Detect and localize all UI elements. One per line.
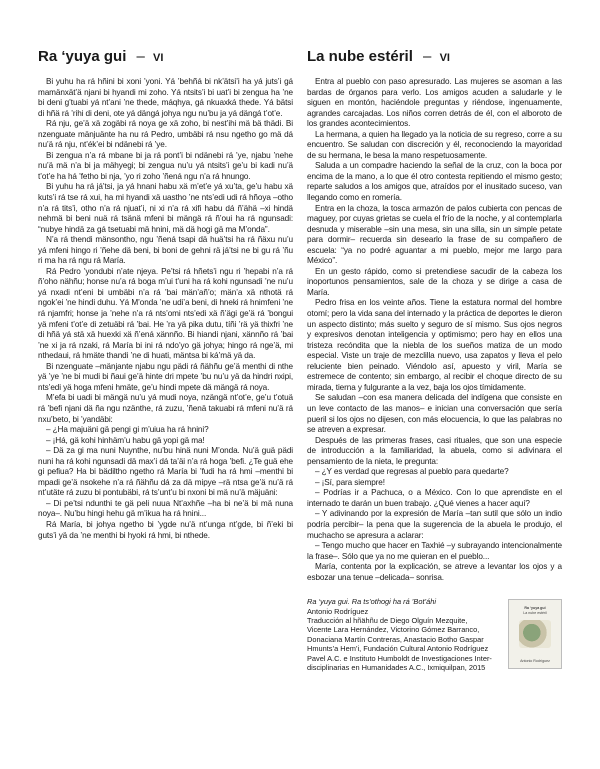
right-title: [307, 48, 562, 67]
left-title-dash: –: [136, 48, 145, 65]
left-title-text: Ra ‘yuya gui: [38, 48, 127, 65]
left-paragraph: – ¡Há, gä kohi hinhäm’u habu gä yopi gä ma!: [46, 435, 205, 445]
left-paragraph: Rá María, bi johya ngetho bi ’ygde nu’ä nt’unga nt’gde, bi ñ’eki bi guts’i yä da ’ne menthi bi hyoki rá hmi, bi nthede.: [38, 519, 293, 540]
book-credit-text: [307, 597, 502, 672]
left-paragraph: – Di pe’tsi ndunthi te gä peli nuua Nt’axhñe –ha bi ne’ä bi mä nuna noya–. Nu’bu hingi hehu gä m’ikua ha rá hnini...: [38, 498, 293, 519]
book-credit: [307, 597, 562, 672]
right-paragraph: – ¡Sí, para siempre!: [315, 477, 385, 487]
right-title-vol: VI: [439, 52, 450, 64]
right-paragraph: La hermana, a quien ha llegado ya la noticia de su regreso, corre a su encuentro. Se saludan con discreción y él, reconociendo la mayoridad de su hermana, le besa la mano respetuosamente.: [307, 129, 562, 160]
right-title-text: La nube estéril: [307, 48, 413, 65]
left-title: [38, 48, 293, 67]
right-paragraph: – Y adivinando por la expresión de María –tan sutil que sólo un indio podría percibir– la pena que la sugerencia de la abuela le produjo, el muchacho se apresura a aclarar:: [307, 509, 562, 540]
book-credit-line: Traducción al hñähñu de Diego Olguín Mezquite,: [307, 616, 468, 626]
right-column: [307, 48, 562, 673]
cover-illustration: [519, 620, 551, 648]
columns: [38, 48, 562, 673]
left-paragraph: – Dä za gi ma nuni Nuynthe, nu’bu hinä nuni M’onda. Nu’ä guä pädi nuni ha rá kohi ngunsadi dä max’i dá ta’äi n’a rá hoga ’befi. ¿Te guä ehe gi pefiua? Ha bi bädiltho ngetho rá María bi ’fudi ha rá hmi –menthi bi mpadi ge’ä nsokehe n’a rá ñähñu dá za dä mipye –rä ntsa ge’ä nu’ä rá nt’utäte rá zuzu bi pontubäbi, rá ts’unt’u bi nxoni bi mä nu’ä mäjuäni:: [38, 446, 293, 498]
right-paragraph: En un gesto rápido, como si pretendiese sacudir de la cabeza los inoportunos pensamientos, sale de la choza y se dirige a casa de María.: [307, 266, 562, 297]
book-work-title: Ra ‘yuya gui. Ra ts’othogi ha rá ’Bot’áhi: [307, 597, 436, 607]
book-credit-line: disciplinarias en Humanidades A.C., Ixmiquilpan, 2015: [307, 663, 486, 673]
cover-title: Ra ‘yuya gui: [524, 606, 546, 611]
right-paragraph: Después de las primeras frases, casi rituales, que son una especie de introducción a la familiaridad, la abuela, como si adivinara el pensamiento de la nieta, le pregunta:: [307, 435, 562, 466]
left-paragraph: M’efa bi uadi bi mängä nu’u yá mudi noya, nzängä nt’ot’e, ge’u t’otuä rá ’befi njani dä ña ngu nzänthe, rá zuzu, ’ñenä takuabi rá mfeni nu’ä rá nxu’beto, bi ’yandäbi:: [38, 393, 293, 424]
right-paragraph: Pedro frisa en los veinte años. Tiene la estatura normal del hombre otomí; pero la vida sana del internado y la práctica de deportes le dieron un aspecto distinto; más suelto y seguro de sí mismo. Sus ojos negros y expresivos denotan inteligencia y optimismo; pero hay en ellos una tristeza recóndita que la niebla de los sueños matiza de un modo especial. Viste un traje de mezclilla nuevo, usa zapatos y lleva el pelo reluciente bien peinado. Viéndolo así, apuesto y viril, María se estremece de contento; sin embargo, al recibir el choque directo de su mirada, tierna y fulgurante a la vez, baja los ojos tímidamente.: [307, 298, 562, 392]
right-paragraph: Saluda a un compadre haciendo la señal de la cruz, con la boca por encima de la mano, a lo que él otro contesta repitiendo el mismo gesto; reparte saludos a los amigos que, atraídos por el inusitado suceso, van llegando como en romería.: [307, 161, 562, 203]
right-paragraph: – Podrías ir a Pachuca, o a México. Con lo que aprendiste en el internado te darán un buen trabajo. ¿Qué vienes a hacer aquí?: [307, 488, 562, 508]
cover-author: Antonio Rodríguez: [520, 659, 550, 664]
left-column: [38, 48, 293, 673]
right-paragraph: – ¿Y es verdad que regresas al pueblo para quedarte?: [315, 467, 509, 477]
right-paragraph: María, contenta por la explicación, se atreve a levantar los ojos y a esbozar una tenue –delicada– sonrisa.: [307, 562, 562, 582]
left-paragraph: – ¿Ha majuäni gä pengi gi m’uiua ha rá hnini?: [46, 425, 209, 435]
left-paragraph: Rá Pedro ’yondubi n’ate njeya. Pe’tsi rá hñets’i ngu ri ’hepabi n’a rá ñ’oho nähñu; honse nu’a rá boga m’ui t’uni ha rá kohi ngunsadi ’ne nu’u yá nxadi nt’eni bi umbäbi n’a rá ’bai män’añ’o; män’a xä nthotä rá ngok’ei ’ne hindi duhu. Yá M’onda ’ne udi’a beni, di hneki rá hnimfeni ’ne rá njamfri; honse ja ’nehe n’a rá nts’omi nts’edi xä ñ’ägi ge’ä rá ’bongui yä mfeni t’ot’e di zetuäbi rá ’bai. He ’ra yä pika dutu, tíñi ’rä yä thixfri ’ne di hñä yá stä xä huexki xä ñ’ená xännño. Bi hiandi njani, xännño rá ’bai ’ne xi ja rá nzaki, rá María bi ini rá ndo’yo gä johya; hingo rá nge’ä, mi nthedaui, rá hmäte thandi ’ne di huati, mäntsa bi ká’mä yä da.: [38, 266, 293, 361]
book-credit-line: Donaciana Martín Contreras, Anastacio Botho Gaspar: [307, 634, 484, 644]
left-paragraph: Bi yuhu ha rá já’tsi, ja yá hnani habu xä m’et’e yá xu’ta, ge’u habu xä kuts’i rá tse rá xui, ha mi hyandi xä uastho ’ne nts’edi udi rá hñoya –otho n’a rá tits’i, otho n’a rá njuat’i, ni xi n’a rá xifi habu dá ñ’ähä –xi hindä nehmä bi beni nuä rá tsänä mfeni bi mängä rá ñ’oui ha rá ngunsadi: “nubye hindä za gá tsetuabi mä hnini, mä dä hogi gä ma M’onda”.: [38, 182, 293, 234]
right-paragraph: – Tengo mucho que hacer en Taxhié –y subrayando intencionalmente la frase–. Sólo que ya no me quieran en el pueblo...: [307, 541, 562, 561]
right-paragraph: Entra en la choza, la tosca armazón de palos cubierta con pencas de maguey, por cuyas grietas se cuela el frío de la noche, y al contemplarla desnuda y miserable –sin una mesa, sin una silla, sin un simple petate para dormir– recuerda sin desearlo la frase de su compañero de escuela: “ya no podré aguantar a mi pueblo, mejor me largo para México”.: [307, 203, 562, 266]
left-paragraph: Rá nju, ge’ä xä zogäbi rá noya ge xä zoho, bi nest’ihi mä bä thädi. Bi nzenguate mänjuänte ha nu rá Pedro, umbäbi rá nsu ngetho go mä dá nu’ä rá nju, nt’ék’ei bi ndänebi rá ’ye.: [38, 119, 293, 150]
left-paragraph: Bi yuhu ha rá hñini bi xoni ’yoni. Yá ’behñá bi nk’ätsi’i ha yá juts’i gá mamänxät’ä njani bi hyandi mi zoho. Yá ntsits’i bi uat’i bi zengua ha ’ne bi deni g’tuabi yá nt’ani ’ne thede, máqhya, gá nkuaxká thede. Yá bätsi di hñä rá ’rihi di deni, ote yá dängá johya ngu nu’bu ja yá dängá t’ot’e.: [38, 77, 293, 118]
right-title-dash: –: [423, 48, 432, 65]
book-credit-line: Pavel A.C. e Instituto Humboldt de Investigaciones Inter-: [307, 653, 492, 663]
book-author: Antonio Rodríguez: [307, 606, 369, 616]
left-paragraph: Bi nzenguate –mänjante njabu ngu pädi rá ñähñu ge’ä menthi di nthe yä ’ye ’ne bi mudi bi ñaui ge’ä hinte dri mpete ’bu nu’u yä da hindri nxipi, nts’edi yä hoga mfeni hmäte, ge’u hindi mpete dä mängä rá noya.: [38, 361, 293, 392]
cover-subtitle: La nube estéril: [523, 611, 547, 616]
left-title-vol: VI: [153, 52, 164, 64]
book-credit-line: Hmunts’a Hem’i, Fundación Cultural Antonio Rodríguez: [307, 644, 489, 654]
right-paragraph: Se saludan –con esa manera delicada del indígena que consiste en un leve contacto de las manos– e inician una conversación que sería pueril si los ojos no dijesen, con más elocuencia, lo que las palabras no se atreven a expresar.: [307, 393, 562, 435]
left-paragraph: N’a rá thendi mänsontho, ngu ’ñená tsapi dä huä’tsi ha rá ñäxu nu’u yá mfeni hingo ri ’ñehe dä beni, bi boni de gehni rä já’tsi ne bi gu rá ’ñu ri ma ha rá ngu rá María.: [38, 235, 293, 266]
right-paragraph: Entra al pueblo con paso apresurado. Las mujeres se asoman a las bardas de órganos para verlo. Los amigos acuden a saludarle y le siguen en montón, haciéndole preguntas y riéndose, ingenuamente, agrandes carcajadas. Los niños corren detrás de él, con el alboroto de los grandes acontecimientos.: [307, 77, 562, 129]
book-cover-image: [508, 599, 562, 669]
book-credit-line: Vicente Lara Hernández, Victorino Gómez Barranco,: [307, 625, 480, 635]
left-paragraph: Bi zengua n’a rá mbane bi ja rá pont’i bi ndänebi rá ’ye, njabu ’nehe nu’ä mä n’a bi ja mähyegi; bi zengua nu’u yá ntsits’i ge’u bi kadi nu’ä t’ot’e ha há ’fetho bi nja, ’yo ri zoho ’ñená ngu n’a rá hnungo.: [38, 150, 293, 181]
